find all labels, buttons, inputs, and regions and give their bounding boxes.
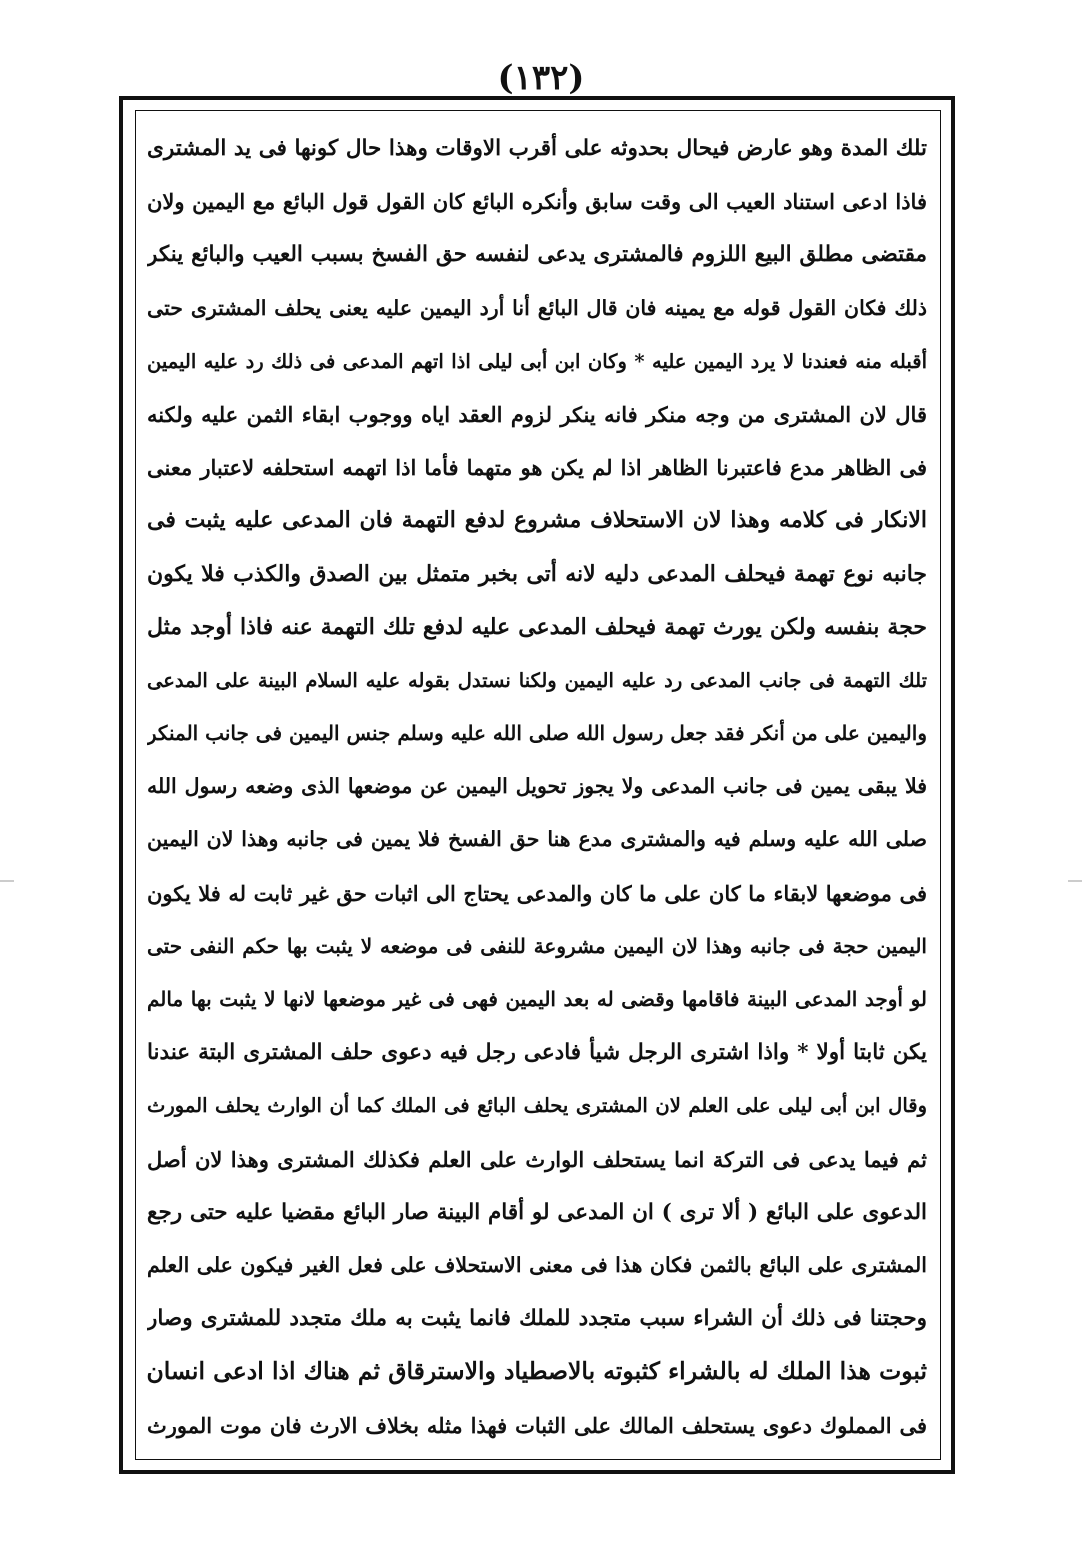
text-line: جانبه نوع تهمة فيحلف المدعى دليه لانه أتى بخبر متمثل بين الصدق والكذب فلا يكون xyxy=(147,560,927,587)
text-line: تلك المدة وهو عارض فيحال بحدوثه على أقرب الاوقات وهذا حال كونها فى يد المشترى xyxy=(147,136,927,161)
text-line: ثبوت هذا الملك له بالشراء كثبوته بالاصطياد والاسترقاق ثم هناك اذا ادعى انسان xyxy=(147,1357,927,1386)
scan-edge-mark-right xyxy=(1068,880,1082,882)
text-line: يكن ثابتا أولا * واذا اشترى الرجل شيأ فادعى رجل فيه دعوى حلف المشترى البتة عندنا xyxy=(147,1040,927,1066)
page-number: (١٣٢) xyxy=(497,58,585,98)
text-line: الدعوى على البائع ( ألا ترى ) ان المدعى لو أقام البينة صار البائع مقضيا عليه حتى رجع xyxy=(147,1199,927,1225)
text-line: فلا يبقى يمين فى جانب المدعى ولا يجوز تحويل اليمين عن موضعها الذى وضعه رسول الله xyxy=(147,774,927,799)
text-line: ثم فيما يدعى فى التركة انما يستحلف الوارث على العلم فكذلك المشترى وهذا لان أصل xyxy=(147,1146,927,1172)
body-text xyxy=(147,122,927,1452)
text-line: أقبله منه فعندنا لا يرد اليمين عليه * وكان ابن أبى ليلى اذا اتهم المدعى فى ذلك رد عليه اليمين xyxy=(147,349,927,373)
text-line: فى المملوك دعوى يستحلف المالك على الثبات فهذا مثله بخلاف الارث فان موت المورث xyxy=(147,1412,927,1438)
text-line: فى موضعها لابقاء ما كان على ما كان والمدعى يحتاج الى اثبات حق غير ثابت له فلا يكون xyxy=(147,880,927,906)
text-line: تلك التهمة فى جانب المدعى رد عليه اليمين ولكنا نستدل بقوله عليه السلام البينة على المدعى xyxy=(147,668,927,692)
text-line: حجة بنفسه ولكن يورث تهمة فيحلف المدعى عليه لدفع تلك التهمة عنه فاذا أوجد مثل xyxy=(147,613,927,640)
text-line: لو أوجد المدعى البينة فاقامها وقضى له بعد اليمين فهى فى غير موضعها لانها لا يثبت بها مالم xyxy=(147,987,927,1011)
text-line: وحجتنا فى ذلك أن الشراء سبب متجدد للملك فانما يثبت به ملك متجدد للمشترى وصار xyxy=(147,1306,927,1332)
text-line: ذلك فكان القول قوله مع يمينه فان قال البائع أنا أرد اليمين عليه يعنى يحلف المشترى حتى xyxy=(147,295,927,320)
text-line: صلى الله عليه وسلم فيه والمشترى مدع هنا حق الفسخ فلا يمين فى جانبه وهذا لان اليمين xyxy=(147,827,927,852)
text-line: المشترى على البائع بالثمن فكان هذا فى معنى الاستحلاف على فعل الغير فيكون على العلم xyxy=(147,1252,927,1277)
text-line: الانكار فى كلامه وهذا لان الاستحلاف مشروع لدفع التهمة فان المدعى عليه يثبت فى xyxy=(147,507,927,534)
text-line: فاذا ادعى استناد العيب الى وقت سابق وأنكره البائع كان القول قول البائع مع اليمين ولان xyxy=(147,189,927,215)
text-line: اليمين حجة فى جانبه وهذا لان اليمين مشروعة للنفى فى موضعه لا يثبت بها حكم النفى حتى xyxy=(147,933,927,958)
text-line: قال لان المشترى من وجه منكر فانه ينكر لزوم العقد اياه ووجوب ابقاء الثمن عليه ولكنه xyxy=(147,401,927,427)
text-line: مقتضى مطلق البيع اللزوم فالمشترى يدعى لنفسه حق الفسخ بسبب العيب والبائع ينكر xyxy=(147,242,927,268)
scan-edge-mark-left xyxy=(0,880,14,882)
text-line: فى الظاهر مدع فاعتبرنا الظاهر اذا لم يكن هو متهما فأما اذا اتهمه استحلفه لاعتبار معنى xyxy=(147,455,927,481)
text-line: وقال ابن أبى ليلى على العلم لان المشترى يحلف البائع فى الملك كما أن الوارث يحلف المورث xyxy=(147,1094,927,1118)
text-line: واليمين على من أنكر فقد جعل رسول الله صلى الله عليه وسلم جنس اليمين فى جانب المنكر xyxy=(147,721,927,746)
